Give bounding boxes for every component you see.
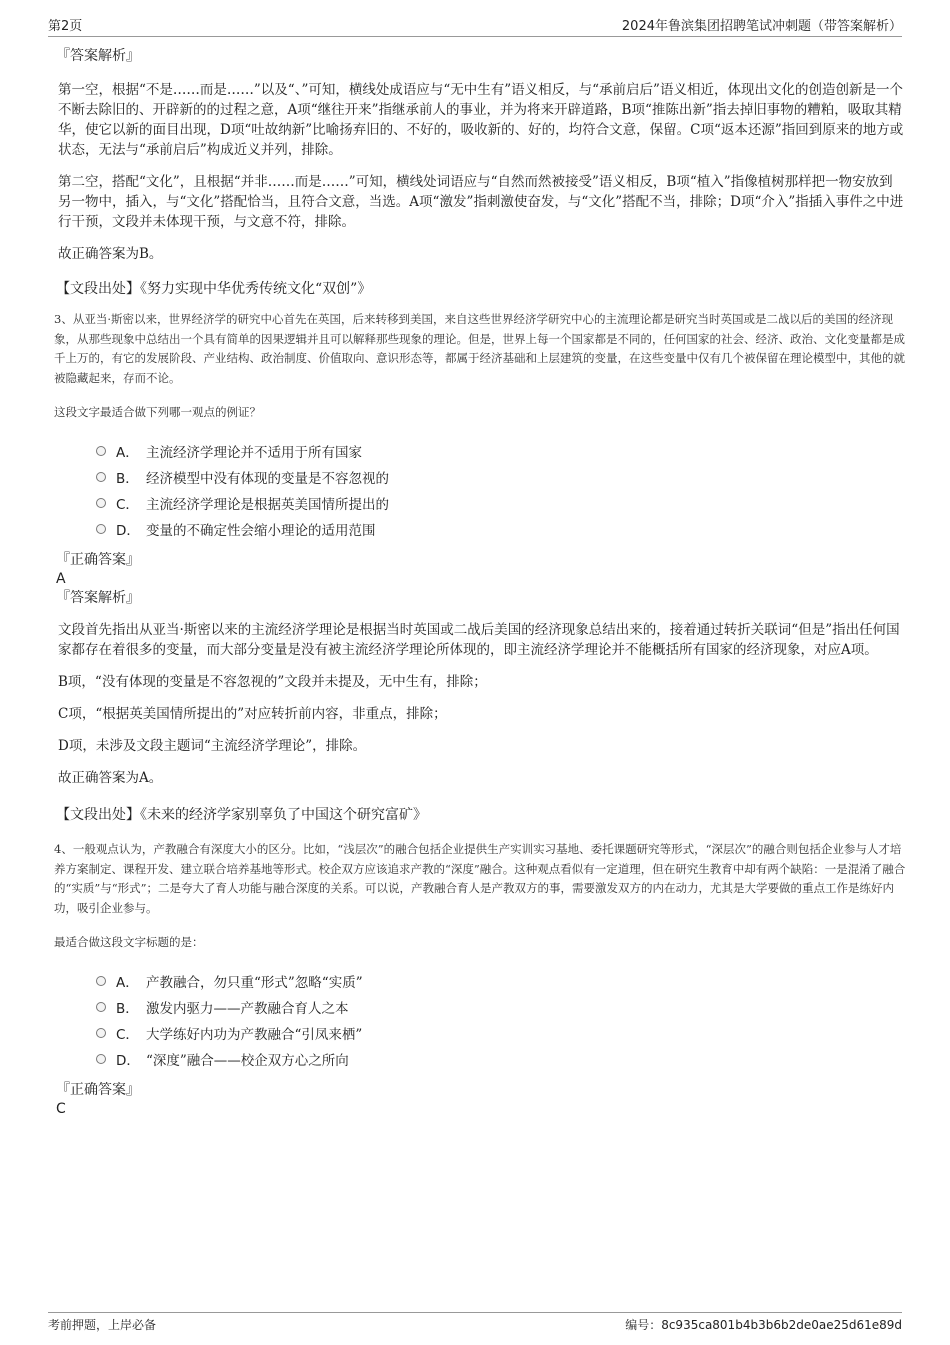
- analysis-paragraph: C项，“根据英美国情所提出的”对应转折前内容，非重点，排除；: [58, 706, 447, 722]
- question-4-text: 4、一般观点认为，产教融合有深度大小的区分。比如，“浅层次”的融合包括企业提供生产实训实习基地、委托课题研究等形式，“深层次”的融合则包括企业参与人才培养方案制定、课程开发、建立联合培养基地等形式。校企双方应该追求产教的“深度”融合。这种观点看似有一定道理，但在研究生教育中却有两个缺陷：一是混淆了融合的“实质”与“形式”；二是夸大了育人功能与融合深度的关系。可以说，产教融合育人是产教双方的事，需要激发双方的内在动力，尤其是大学要做的重点工作是练好内功，吸引企业参与。: [54, 842, 906, 915]
- option-c[interactable]: C． 主流经济学理论是根据英美国情所提出的: [96, 490, 906, 516]
- correct-answer-label: 『正确答案』: [56, 552, 140, 568]
- radio-icon[interactable]: [96, 446, 106, 456]
- document-code: 编号：8c935ca801b4b3b6b2de0ae25d61e89d: [625, 1318, 902, 1332]
- radio-icon[interactable]: [96, 472, 106, 482]
- question-4-options: [96, 968, 906, 1072]
- page-header: [48, 12, 902, 37]
- analysis-paragraph: 第二空，搭配“文化”，且根据“并非……而是……”可知，横线处词语应与“自然而然被接受”语义相反，B项“植入”指像植树那样把一物安放到另一物中，插入，与“文化”搭配恰当，且符合文意，当选。A项“激发”指刺激使奋发，与“文化”搭配不当，排除；D项“介入”指插入事件之中进行干预，文段并未体现干预，与文意不符，排除。: [58, 174, 904, 230]
- correct-answer: A: [56, 571, 66, 587]
- radio-icon[interactable]: [96, 1054, 106, 1064]
- analysis-label: 『答案解析』: [56, 590, 140, 606]
- radio-icon[interactable]: [96, 1002, 106, 1012]
- option-b[interactable]: B． 激发内驱力——产教融合育人之本: [96, 994, 906, 1020]
- answer-conclusion: 故正确答案为A。: [58, 770, 163, 786]
- question-3-prompt: 这段文字最适合做下列哪一观点的例证？: [54, 405, 261, 419]
- option-c[interactable]: C． 大学练好内功为产教融合“引凤来栖”: [96, 1020, 906, 1046]
- document-body: [56, 46, 906, 1118]
- option-a[interactable]: A． 产教融合，勿只重“形式”忽略“实质”: [96, 968, 906, 994]
- option-a[interactable]: A． 主流经济学理论并不适用于所有国家: [96, 438, 906, 464]
- radio-icon[interactable]: [96, 976, 106, 986]
- source-citation: 【文段出处】《努力实现中华优秀传统文化“双创”》: [56, 281, 372, 297]
- correct-answer-label: 『正确答案』: [56, 1082, 140, 1098]
- footer-slogan: 考前押题，上岸必备: [48, 1318, 157, 1332]
- page-footer: [48, 1312, 902, 1333]
- correct-answer: C: [56, 1101, 66, 1117]
- page-number: 第2页: [48, 19, 83, 34]
- question-3-options: [96, 438, 906, 542]
- radio-icon[interactable]: [96, 524, 106, 534]
- analysis-paragraph: D项，未涉及文段主题词“主流经济学理论”，排除。: [58, 738, 367, 754]
- analysis-paragraph: 第一空，根据“不是……而是……”以及“、”可知，横线处成语应与“无中生有”语义相反，与“承前启后”语义相近，体现出文化的创造创新是一个不断去除旧的、开辟新的的过程之意，A项“继往开来”指继承前人的事业，并为将来开辟道路，B项“推陈出新”指去掉旧事物的糟粕，吸取其精华，使它以新的面目出现，D项“吐故纳新”比喻扬弃旧的、不好的，吸收新的、好的，均符合文意，保留。C项“返本还源”指回到原来的地方或状态，无法与“承前启后”构成近义并列，排除。: [58, 82, 904, 158]
- analysis-paragraph: 文段首先指出从亚当·斯密以来的主流经济学理论是根据当时英国或二战后美国的经济现象总结出来的，接着通过转折关联词“但是”指出任何国家都存在着很多的变量，而大部分变量是没有被主流经济学理论所体现的，即主流经济学理论并不能概括所有国家的经济现象，对应A项。: [58, 622, 900, 658]
- option-d[interactable]: D． “深度”融合——校企双方心之所向: [96, 1046, 906, 1072]
- answer-conclusion: 故正确答案为B。: [58, 246, 163, 262]
- radio-icon[interactable]: [96, 498, 106, 508]
- radio-icon[interactable]: [96, 1028, 106, 1038]
- question-4-prompt: 最适合做这段文字标题的是：: [54, 935, 204, 949]
- source-citation: 【文段出处】《未来的经济学家别辜负了中国这个研究富矿》: [56, 807, 427, 823]
- option-d[interactable]: D． 变量的不确定性会缩小理论的适用范围: [96, 516, 906, 542]
- document-title: 2024年鲁滨集团招聘笔试冲刺题（带答案解析）: [621, 19, 902, 34]
- analysis-label: 『答案解析』: [56, 48, 140, 64]
- analysis-paragraph: B项，“没有体现的变量是不容忽视的”文段并未提及，无中生有，排除；: [58, 674, 487, 690]
- question-3-text: 3、从亚当·斯密以来，世界经济学的研究中心首先在英国，后来转移到美国，来自这些世界经济学研究中心的主流理论都是研究当时英国或是二战以后的美国的经济现象，从那些现象中总结出一个具有简单的因果逻辑并且可以解释那些现象的理论。但是，世界上每一个国家都是不同的，任何国家的社会、经济、政治、文化变量都是成千上万的，有它的发展阶段、产业结构、政治制度、价值取向、意识形态等，都属于经济基础和上层建筑的变量，在这些变量中仅有几个被保留在理论模型中，其他的就被隐藏起来，存而不论。: [54, 312, 905, 385]
- option-b[interactable]: B． 经济模型中没有体现的变量是不容忽视的: [96, 464, 906, 490]
